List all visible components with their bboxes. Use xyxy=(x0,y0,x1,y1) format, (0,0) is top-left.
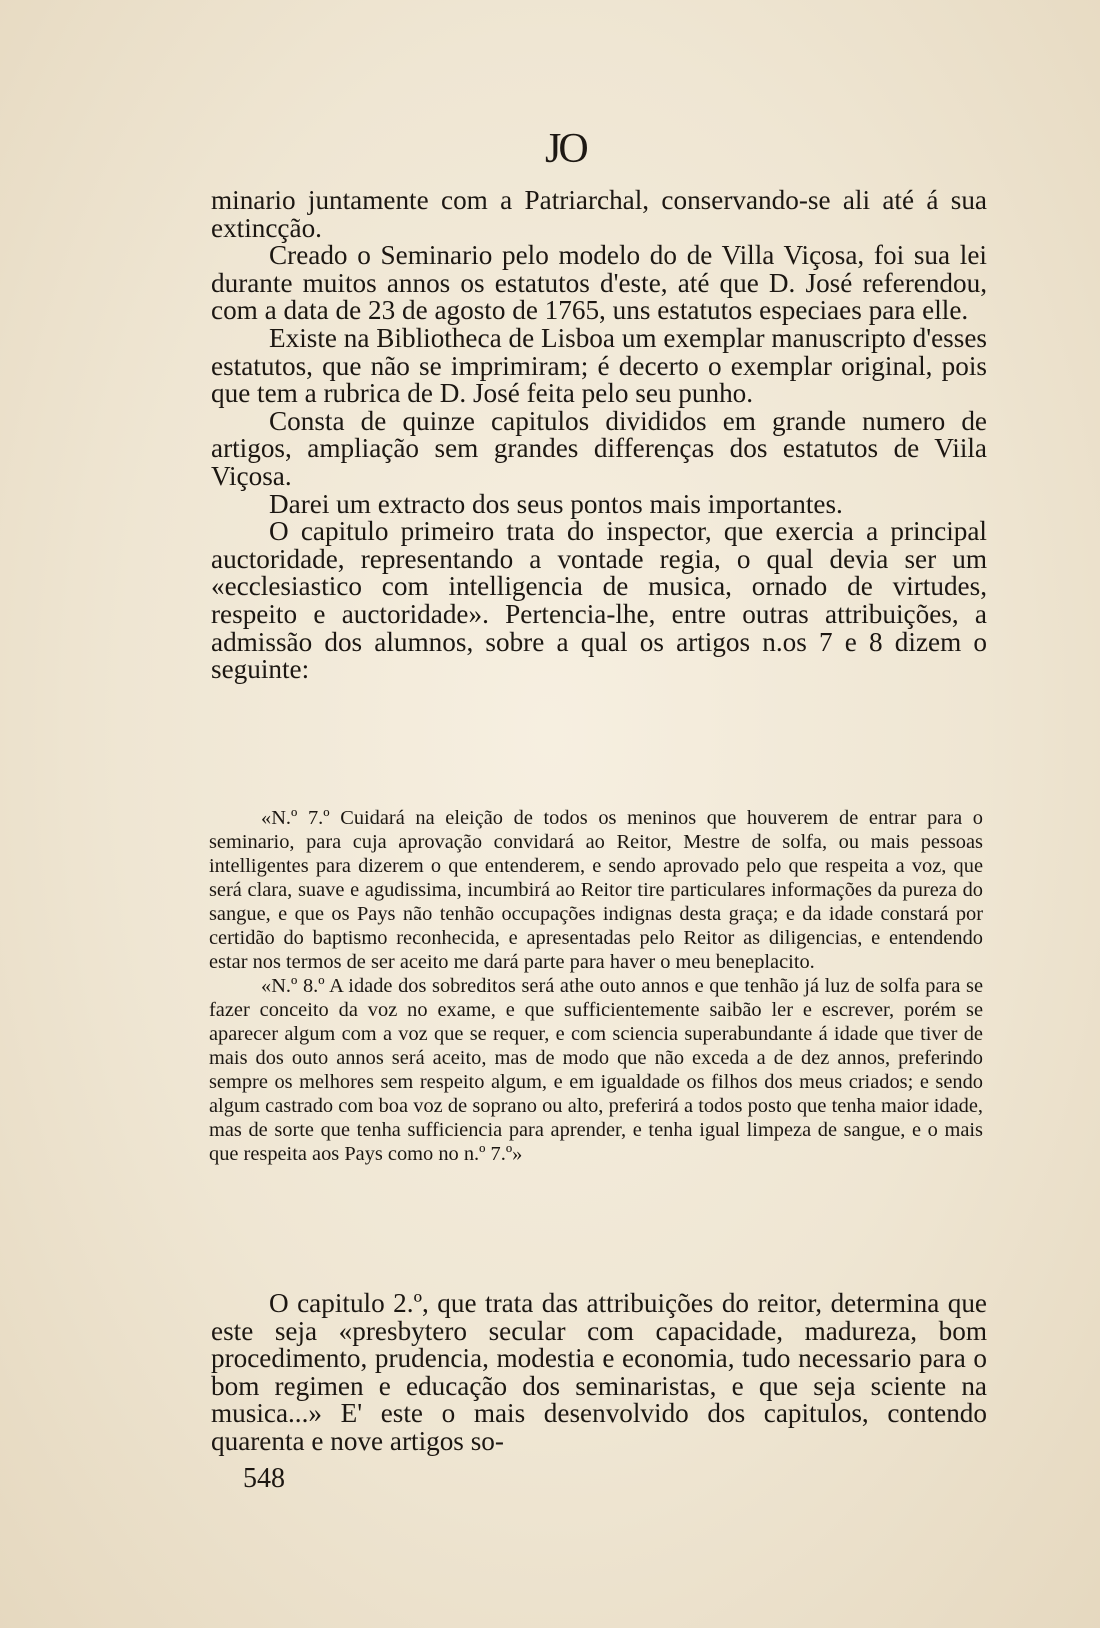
paragraph: O capitulo 2.º, que trata das attribuições do reitor, determina que este seja «presbytero secular com capacidade, madureza, bom procedimento, prudencia, modestia e economia, tudo necessario para o bom regimen e educação dos seminaristas, e que seja sciente na musica...» E' este o mais desenvolvido dos capitulos, contendo quarenta e nove artigos so- xyxy=(211,1288,987,1456)
page-number: 548 xyxy=(243,1463,285,1494)
block-quotation xyxy=(209,806,983,1166)
paragraph: O capitulo primeiro trata do inspector, que exercia a principal auctoridade, representando a vontade regia, o qual devia ser um «ecclesiastico com intelligencia de musica, ornado de virtudes, respeito e auctoridade». Pertencia-lhe, entre outras attribuições, a admissão dos alumnos, sobre a qual os artigos n.os 7 e 8 dizem o seguinte: xyxy=(211,516,987,685)
paragraph: Darei um extracto dos seus pontos mais importantes. xyxy=(269,488,843,519)
paragraph: minario juntamente com a Patriarchal, conservando-se ali até á sua extincção. xyxy=(211,185,987,243)
main-text-top xyxy=(211,187,987,684)
quoted-article-7: «N.º 7.º Cuidará na eleição de todos os meninos que houverem de entrar para o seminario, para cuja aprovação convidará ao Reitor, Mestre de solfa, ou mais pessoas intelligentes para dizerem o que entenderem, e sendo aprovado pelo que respeita a voz, que será clara, suave e agudissima, incumbirá ao Reitor tire particulares informações da pureza do sangue, e que os Pays não tenhão occupações indignas desta graça; e da idade constará por certidão do baptismo reconhecida, e apresentadas pelo Reitor as diligencias, e entendendo estar nos termos de ser aceito me dará parte para haver o meu beneplacito. xyxy=(209,807,983,973)
running-head-mark: JO xyxy=(545,126,586,172)
paragraph: Creado o Seminario pelo modelo do de Villa Viçosa, foi sua lei durante muitos annos os estatutos d'este, até que D. José referendou, com a data de 23 de agosto de 1765, uns estatutos especiaes para elle. xyxy=(211,240,987,326)
main-text-bottom xyxy=(211,1290,987,1456)
quoted-article-8: «N.º 8.º A idade dos sobreditos será athe outo annos e que tenhão já luz de solfa para se fazer conceito da voz no exame, e que sufficientemente saibão ler e escrever, porém se aparecer algum com a voz que se requer, e com sciencia superabundante á idade que tiver de mais dos outo annos será aceito, mas de modo que não exceda a de dez annos, preferindo sempre os melhores sem respeito algum, e em igualdade os filhos dos meus criados; e sendo algum castrado com boa voz de soprano ou alto, preferirá a todos posto que tenha maior idade, mas de sorte que tenha sufficiencia para aprender, e tenha igual limpeza de sangue, e o mais que respeita aos Pays como no n.º 7.º» xyxy=(209,975,983,1165)
paragraph: Consta de quinze capitulos divididos em grande numero de artigos, ampliação sem grandes differenças dos estatutos de Viila Viçosa. xyxy=(211,405,987,491)
paragraph: Existe na Bibliotheca de Lisboa um exemplar manuscripto d'esses estatutos, que não se imprimiram; é decerto o exemplar original, pois que tem a rubrica de D. José feita pelo seu punho. xyxy=(211,322,987,409)
